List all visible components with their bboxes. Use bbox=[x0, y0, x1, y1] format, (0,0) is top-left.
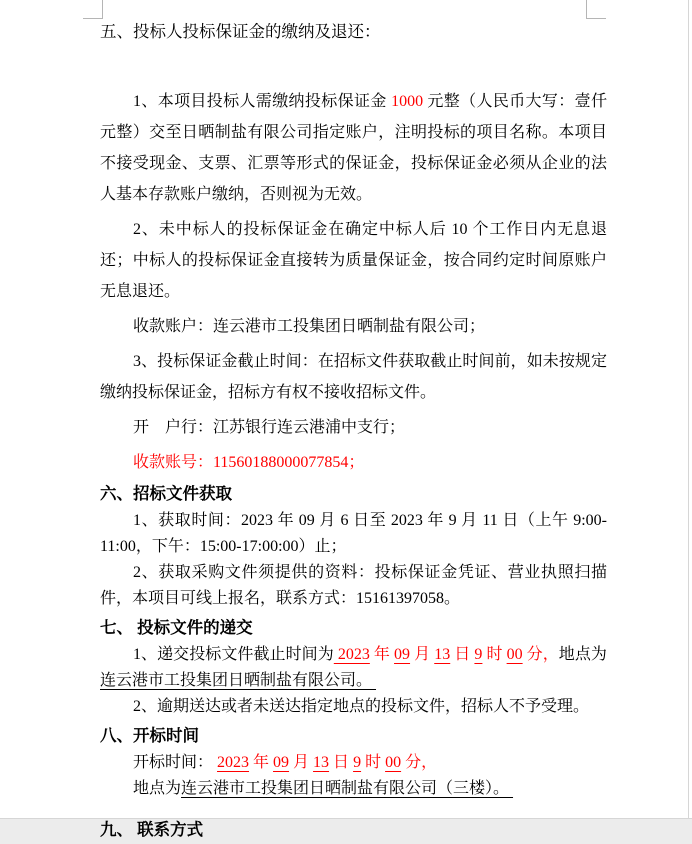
deposit-amount-pre: 1、本项目投标人需缴纳投标保证金 bbox=[133, 93, 392, 110]
opening-month-unit: 月 bbox=[289, 754, 314, 771]
margin-crop-mark-top-left bbox=[83, 0, 103, 19]
paragraph-payee-account-name: 收款账户：连云港市工投集团日晒制盐有限公司； bbox=[133, 318, 486, 335]
opening-place: 连云港市工投集团日晒制盐有限公司（三楼）。 bbox=[181, 780, 514, 797]
section-heading-nine: 九、 联系方式 bbox=[100, 820, 204, 839]
section-six bbox=[100, 482, 607, 612]
section-seven bbox=[100, 616, 607, 720]
margin-crop-mark-top-right bbox=[586, 0, 606, 19]
deadline-comma: ， bbox=[542, 646, 559, 663]
paragraph-submission-deadline bbox=[100, 642, 607, 694]
deadline-month-unit: 月 bbox=[410, 646, 435, 663]
paragraph-account-number: 收款账号：11560188000077854； bbox=[133, 454, 365, 471]
paragraph-bank-name: 开 户行：江苏银行连云港浦中支行； bbox=[133, 419, 406, 436]
opening-day-unit: 日 bbox=[329, 754, 354, 771]
opening-day: 13 bbox=[313, 754, 330, 771]
page-right-edge bbox=[688, 0, 689, 818]
opening-comma: ， bbox=[421, 754, 438, 771]
section-heading-six: 六、招标文件获取 bbox=[100, 484, 232, 503]
deadline-minute-unit: 分 bbox=[522, 646, 543, 663]
deadline-hour: 9 bbox=[474, 646, 483, 663]
opening-time-label: 开标时间： bbox=[133, 754, 218, 771]
document-text-area bbox=[100, 20, 607, 844]
deposit-amount-value: 1000 bbox=[391, 93, 424, 110]
section-eight bbox=[100, 724, 607, 802]
opening-month: 09 bbox=[273, 754, 290, 771]
submission-deadline-pre: 1、递交投标文件截止时间为 bbox=[133, 646, 334, 663]
submission-place: 连云港市工投集团日晒制盐有限公司。 bbox=[100, 672, 377, 689]
paragraph-opening-time bbox=[100, 750, 607, 776]
opening-hour: 9 bbox=[353, 754, 362, 771]
paragraph-obtain-time: 1、获取时间：2023 年 09 月 6 日至 2023 年 9 月 11 日（上午 9:00-11:00，下午：15:00-17:00:00）止； bbox=[100, 512, 607, 555]
submission-place-pre: 地点为 bbox=[558, 646, 607, 663]
deadline-year: 2023 bbox=[333, 646, 370, 663]
opening-hour-unit: 时 bbox=[361, 754, 386, 771]
deadline-day: 13 bbox=[434, 646, 451, 663]
section-heading-five: 五、投标人投标保证金的缴纳及退还： bbox=[100, 22, 381, 41]
opening-place-pre: 地点为 bbox=[133, 780, 182, 797]
paragraph-refund-rule: 2、未中标人的投标保证金在确定中标人后 10 个工作日内无息退还；中标人的投标保证金直接转为质量保证金，按合同约定时间原账户无息退还。 bbox=[100, 221, 607, 300]
deadline-day-unit: 日 bbox=[450, 646, 475, 663]
section-heading-seven: 七、 投标文件的递交 bbox=[100, 618, 253, 637]
opening-minute: 00 bbox=[385, 754, 402, 771]
opening-minute-unit: 分 bbox=[401, 754, 422, 771]
opening-year: 2023 bbox=[217, 754, 250, 771]
section-heading-eight: 八、开标时间 bbox=[100, 726, 199, 745]
deadline-hour-unit: 时 bbox=[482, 646, 507, 663]
deadline-year-unit: 年 bbox=[369, 646, 395, 663]
deadline-minute: 00 bbox=[506, 646, 523, 663]
paragraph-obtain-materials: 2、获取采购文件须提供的资料：投标保证金凭证、营业执照扫描件，本项目可线上报名，联系方式：15161397058。 bbox=[100, 564, 607, 607]
paragraph-deposit-deadline: 3、投标保证金截止时间：在招标文件获取截止时间前，如未按规定缴纳投标保证金，招标方有权不接收招标文件。 bbox=[100, 353, 607, 401]
paragraph-late-submission: 2、逾期送达或者未送达指定地点的投标文件，招标人不予受理。 bbox=[133, 698, 590, 715]
deposit-amount-post: 元整（人民币大写：壹仟元整）交至日晒制盐有限公司指定账户，注明投标的项目名称。本项目不接受现金、支票、汇票等形式的保证金，投标保证金必须从企业的法人基本存款账户缴纳，否则视为无效。 bbox=[100, 93, 607, 203]
paragraph-opening-place bbox=[100, 776, 607, 802]
paragraph-deposit-amount bbox=[100, 86, 607, 210]
deadline-month: 09 bbox=[394, 646, 411, 663]
opening-year-unit: 年 bbox=[249, 754, 274, 771]
